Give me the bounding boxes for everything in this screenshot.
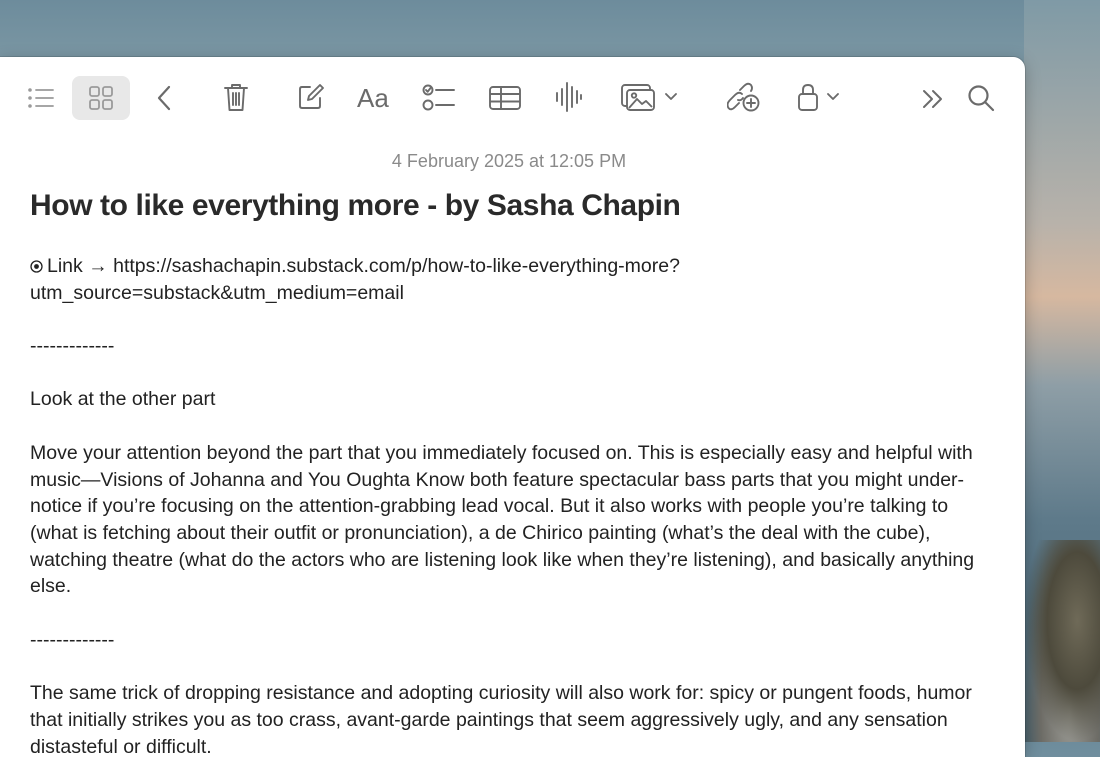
gallery-view-button[interactable] [72, 76, 130, 120]
photo-icon [620, 82, 656, 112]
svg-text:Aa: Aa [357, 85, 389, 111]
sidebar-list-icon[interactable] [24, 81, 58, 115]
note-body[interactable] [30, 253, 990, 757]
lock-icon [796, 82, 820, 112]
circle-icon [30, 254, 43, 267]
divider-text: ------------- [30, 628, 115, 651]
note-date: 4 February 2025 at 12:05 PM [391, 151, 627, 171]
back-chevron-icon[interactable] [150, 81, 178, 115]
collaborate-link-icon[interactable] [724, 79, 764, 115]
grid-icon [88, 85, 114, 111]
search-icon[interactable] [964, 81, 998, 115]
paragraph: The same trick of dropping resistance and adopting curiosity will also work for: spicy or pungent foods, humor that initially strikes you as too crass, avant-garde paintings that seem aggressively ugly, and any sensation distasteful or difficult. [30, 682, 972, 757]
link-url[interactable]: https://sashachapin.substack.com/p/how-to-like-everything-more? [113, 255, 680, 277]
format-text-icon[interactable] [354, 81, 394, 115]
link-prefix: Link → [47, 255, 114, 277]
chevron-down-icon [826, 92, 840, 102]
wallpaper-rocks [1024, 540, 1100, 742]
divider-text: ------------- [30, 335, 115, 358]
table-icon[interactable] [486, 81, 524, 115]
more-toolbar-icon[interactable] [918, 83, 948, 115]
toolbar [0, 57, 1025, 137]
media-menu-button[interactable] [616, 79, 682, 115]
checklist-icon[interactable] [420, 81, 458, 115]
paragraph: Move your attention beyond the part that you immediately focused on. This is especially easy and helpful with music—Visions of Johanna and You Oughta Know both feature spectacular bass parts that you might under-notice if you’re focusing on the attention-grabbing lead vocal. But it also works with people you’re talking to (what is fetching about their outfit or pronunciation), a de Chirico painting (what’s the deal with the cube), watching theatre (what do the actors who are listening look like when they’re listening), and basically anything else. [30, 441, 975, 598]
notes-window [0, 57, 1025, 757]
link-line[interactable] [30, 253, 990, 306]
lock-menu-button[interactable] [792, 79, 844, 115]
compose-icon[interactable] [294, 79, 328, 115]
audio-waveform-icon[interactable] [552, 79, 584, 115]
link-url-continued[interactable]: utm_source=substack&utm_medium=email [30, 281, 404, 304]
trash-icon[interactable] [220, 79, 252, 115]
section-heading: Look at the other part [30, 388, 216, 411]
chevron-down-icon [664, 92, 678, 102]
note-title[interactable]: How to like everything more - by Sasha Chapin [30, 189, 681, 222]
